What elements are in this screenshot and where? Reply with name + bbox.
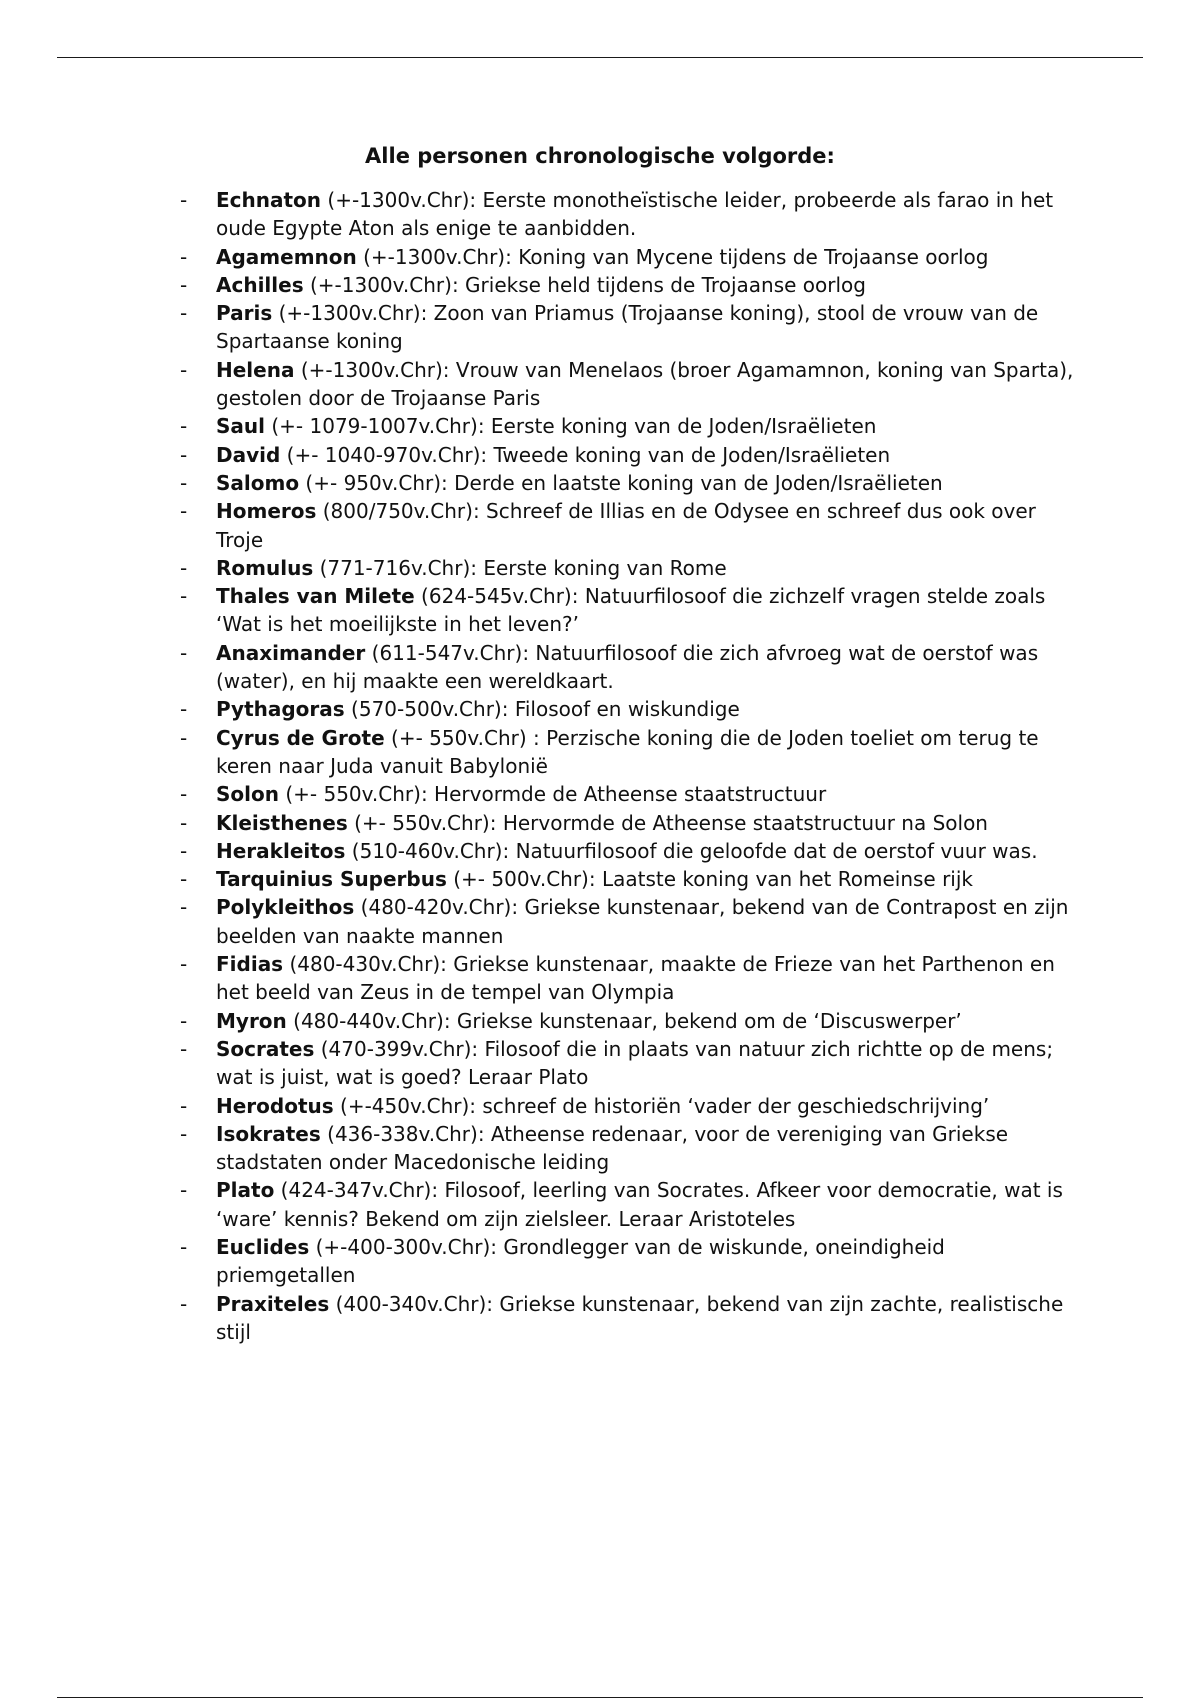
person-description: (436-338v.Chr): Atheense redenaar, voor de vereniging van Griekse stadstaten onder Macedonische leiding — [216, 1121, 1009, 1175]
person-description: (+- 500v.Chr): Laatste koning van het Romeinse rijk — [446, 867, 974, 892]
bullet-dash: - — [180, 1234, 188, 1259]
bullet-dash: - — [180, 555, 188, 580]
list-item — [180, 271, 1080, 299]
bullet-dash: - — [180, 810, 188, 835]
list-item — [180, 441, 1080, 469]
list-item — [180, 865, 1080, 893]
list-item — [180, 695, 1080, 723]
person-name: David — [216, 442, 281, 467]
bullet-dash: - — [180, 1008, 188, 1033]
bullet-dash: - — [180, 1036, 188, 1061]
list-item — [180, 582, 1080, 639]
list-item — [180, 639, 1080, 696]
person-description: (624-545v.Chr): Natuurfilosoof die zichzelf vragen stelde zoals ‘Wat is het moeilijkste in het leven?’ — [216, 584, 1046, 637]
list-item — [180, 469, 1080, 497]
list-item — [180, 186, 1080, 243]
person-description: (+- 550v.Chr) : Perzische koning die de Joden toeliet om terug te keren naar Juda vanuit Babylonië — [216, 725, 1039, 778]
bullet-dash: - — [180, 782, 188, 807]
person-description: (+-1300v.Chr): Koning van Mycene tijdens de Trojaanse oorlog — [356, 244, 989, 269]
person-description: (771-716v.Chr): Eerste koning van Rome — [313, 555, 727, 580]
bullet-dash: - — [180, 244, 188, 269]
list-item — [180, 243, 1080, 271]
person-description: (424-347v.Chr): Filosoof, leerling van Socrates. Afkeer voor democratie, wat is ‘ware’ kennis? Bekend om zijn zielsleer. Leraar Aristoteles — [216, 1178, 1063, 1231]
person-name: Tarquinius Superbus — [216, 867, 447, 892]
person-name: Praxiteles — [216, 1291, 330, 1316]
list-item — [180, 893, 1080, 950]
bullet-dash: - — [180, 1121, 188, 1146]
bullet-dash: - — [180, 442, 188, 467]
bullet-dash: - — [180, 895, 188, 920]
person-description: (+-450v.Chr): schreef de historiën ‘vader der geschiedschrijving’ — [333, 1093, 990, 1118]
person-description: (611-547v.Chr): Natuurfilosoof die zich afvroeg wat de oerstof was (water), en hij maakte een wereldkaart. — [216, 640, 1039, 694]
person-description: (+-1300v.Chr): Vrouw van Menelaos (broer Agamamnon, koning van Sparta), gestolen door de Trojaanse Paris — [216, 357, 1074, 411]
person-name: Euclides — [216, 1234, 310, 1259]
person-description: (480-420v.Chr): Griekse kunstenaar, bekend van de Contrapost en zijn beelden van naakte mannen — [216, 895, 1069, 948]
person-name: Socrates — [216, 1036, 315, 1061]
list-item — [180, 1176, 1080, 1233]
person-name: Cyrus de Grote — [216, 725, 385, 750]
person-description: (+-1300v.Chr): Zoon van Priamus (Trojaanse koning), stool de vrouw van de Spartaanse koning — [216, 301, 1039, 354]
person-name: Thales van Milete — [216, 584, 415, 609]
footer-rule — [57, 1697, 1143, 1698]
bullet-dash: - — [180, 188, 188, 212]
bullet-dash: - — [180, 499, 188, 524]
person-description: (510-460v.Chr): Natuurfilosoof die geloofde dat de oerstof vuur was. — [345, 838, 1038, 863]
person-name: Agamemnon — [216, 244, 357, 269]
bullet-dash: - — [180, 301, 188, 326]
person-description: (570-500v.Chr): Filosoof en wiskundige — [344, 697, 740, 722]
person-name: Salomo — [216, 470, 300, 495]
person-list — [180, 186, 1080, 1346]
bullet-dash: - — [180, 725, 188, 750]
bullet-dash: - — [180, 867, 188, 892]
person-name: Polykleithos — [216, 895, 355, 920]
person-description: (+-1300v.Chr): Griekse held tijdens de Trojaanse oorlog — [303, 272, 866, 297]
list-item — [180, 1092, 1080, 1120]
bullet-dash: - — [180, 272, 188, 297]
person-description: (+-1300v.Chr): Eerste monotheïstische leider, probeerde als farao in het oude Egypte Aton als enige te aanbidden. — [216, 188, 1054, 241]
bullet-dash: - — [180, 1093, 188, 1118]
bullet-dash: - — [180, 584, 188, 609]
person-name: Helena — [216, 357, 295, 382]
person-name: Herodotus — [216, 1093, 334, 1118]
person-name: Plato — [216, 1178, 275, 1203]
person-description: (480-430v.Chr): Griekse kunstenaar, maakte de Frieze van het Parthenon en het beeld van Zeus in de tempel van Olympia — [216, 952, 1055, 1005]
list-item — [180, 950, 1080, 1007]
person-name: Homeros — [216, 499, 317, 524]
person-name: Echnaton — [216, 188, 322, 212]
person-description: (400-340v.Chr): Griekse kunstenaar, bekend van zijn zachte, realistische stijl — [216, 1291, 1064, 1344]
list-item — [180, 1233, 1080, 1290]
bullet-dash: - — [180, 1178, 188, 1203]
person-description: (470-399v.Chr): Filosoof die in plaats van natuur zich richtte op de mens; wat is juist, wat is goed? Leraar Plato — [216, 1036, 1054, 1090]
list-item — [180, 497, 1080, 554]
person-name: Solon — [216, 782, 279, 807]
person-name: Isokrates — [216, 1121, 321, 1146]
list-item — [180, 724, 1080, 781]
list-item — [180, 1290, 1080, 1347]
list-item — [180, 299, 1080, 356]
person-name: Romulus — [216, 555, 314, 580]
list-item — [180, 554, 1080, 582]
person-description: (480-440v.Chr): Griekse kunstenaar, bekend om de ‘Discuswerper’ — [286, 1008, 962, 1033]
bullet-dash: - — [180, 357, 188, 382]
person-description: (+-400-300v.Chr): Grondlegger van de wiskunde, oneindigheid priemgetallen — [216, 1234, 945, 1288]
list-item — [180, 809, 1080, 837]
list-item — [180, 1007, 1080, 1035]
person-description: (+- 950v.Chr): Derde en laatste koning van de Joden/Israëlieten — [299, 470, 943, 495]
page-title: Alle personen chronologische volgorde: — [365, 144, 835, 168]
list-item — [180, 780, 1080, 808]
bullet-dash: - — [180, 697, 188, 722]
person-name: Pythagoras — [216, 697, 345, 722]
list-item — [180, 412, 1080, 440]
bullet-dash: - — [180, 470, 188, 495]
person-name: Kleisthenes — [216, 810, 348, 835]
person-description: (+- 1040-970v.Chr): Tweede koning van de Joden/Israëlieten — [280, 442, 891, 467]
list-item — [180, 1120, 1080, 1177]
person-name: Fidias — [216, 952, 284, 977]
bullet-dash: - — [180, 640, 188, 665]
person-description: (+- 1079-1007v.Chr): Eerste koning van de Joden/Israëlieten — [265, 414, 877, 439]
list-item — [180, 837, 1080, 865]
list-item — [180, 1035, 1080, 1092]
person-description: (+- 550v.Chr): Hervormde de Atheense staatstructuur na Solon — [347, 810, 988, 835]
person-name: Herakleitos — [216, 838, 346, 863]
bullet-dash: - — [180, 952, 188, 977]
person-description: (+- 550v.Chr): Hervormde de Atheense staatstructuur — [278, 782, 827, 807]
person-name: Saul — [216, 414, 265, 439]
person-name: Myron — [216, 1008, 287, 1033]
person-description: (800/750v.Chr): Schreef de Illias en de Odysee en schreef dus ook over Troje — [216, 499, 1036, 552]
person-name: Achilles — [216, 272, 304, 297]
bullet-dash: - — [180, 414, 188, 439]
person-name: Anaximander — [216, 640, 366, 665]
bullet-dash: - — [180, 1291, 188, 1316]
person-name: Paris — [216, 301, 273, 326]
list-item — [180, 356, 1080, 413]
bullet-dash: - — [180, 838, 188, 863]
header-rule — [57, 57, 1143, 58]
